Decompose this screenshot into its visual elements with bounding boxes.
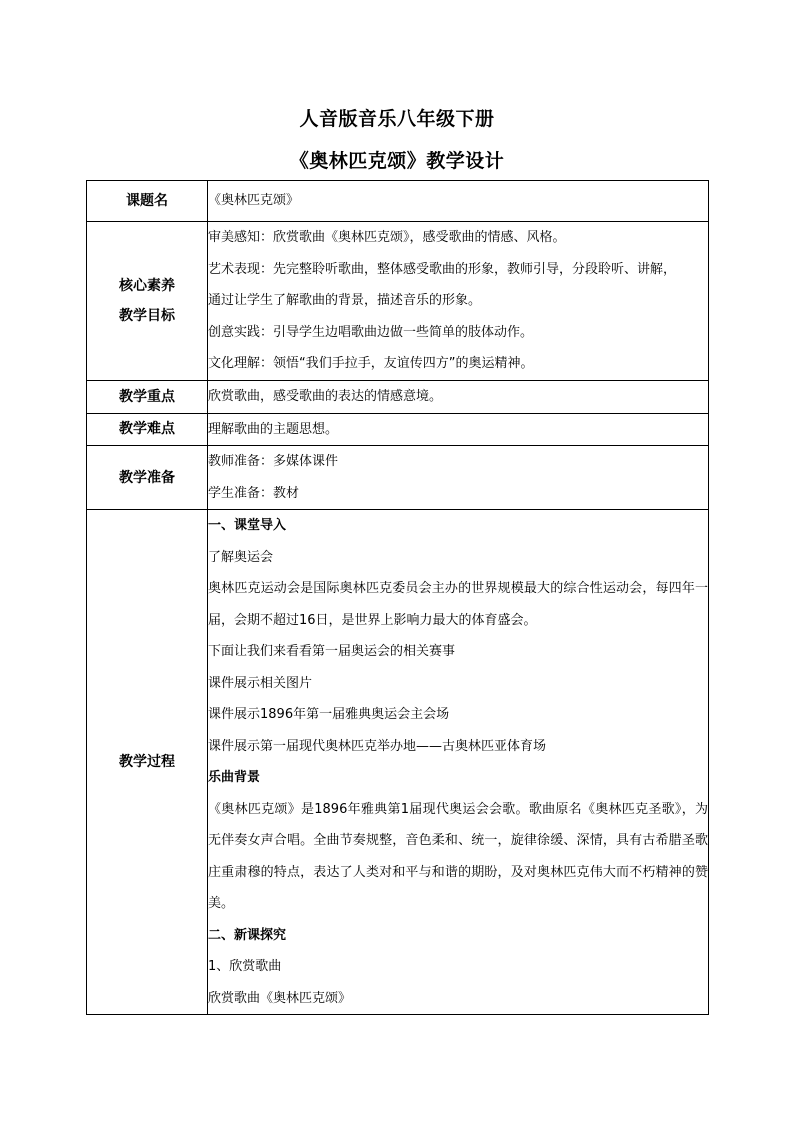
difficulties-label: 教学难点 — [87, 413, 208, 446]
preparation-label: 教学准备 — [87, 446, 208, 510]
intro-subtitle: 了解奥运会 — [208, 549, 274, 565]
goals-label — [87, 222, 208, 381]
difficulties-content — [208, 413, 709, 446]
process-label: 教学过程 — [87, 510, 208, 1015]
preparation-content — [208, 446, 709, 510]
lesson-plan-table — [86, 180, 709, 1015]
goals-content — [208, 222, 709, 381]
goal-item: 艺术表现：先完整聆听歌曲，整体感受歌曲的形象，教师引导，分段聆听、讲解， — [208, 261, 677, 277]
table-row-topic — [87, 181, 709, 222]
topic-text: 《奥林匹克颂》 — [208, 193, 300, 209]
teacher-preparation: 教师准备：多媒体课件 — [208, 454, 339, 469]
document-title-line1: 人音版音乐八年级下册 — [299, 108, 495, 130]
topic-value — [208, 181, 709, 222]
goal-item: 通过让学生了解歌曲的背景，描述音乐的形象。 — [208, 293, 482, 309]
table-row-goals — [87, 222, 709, 381]
venue-line: 课件展示第一届现代奥林匹克举办地——古奥林匹亚体育场 — [208, 738, 547, 754]
step1-heading: 1、欣赏歌曲 — [208, 959, 282, 974]
key-points-content — [208, 381, 709, 414]
table-row-process — [87, 510, 709, 1015]
table-row-key-points — [87, 381, 709, 414]
key-points-label: 教学重点 — [87, 381, 208, 414]
difficulties-text: 理解歌曲的主题思想。 — [208, 421, 339, 437]
student-preparation: 学生准备：教材 — [208, 485, 300, 501]
goal-item: 文化理解：领悟“我们手拉手，友谊传四方”的奥运精神。 — [208, 356, 534, 372]
intro-paragraph: 奥林匹克运动会是国际奥林匹克委员会主办的世界规模最大的综合性运动会，每四年一届，会期不超过16日，是世界上影响力最大的体育盛会。 — [208, 581, 708, 628]
background-heading: 乐曲背景 — [208, 770, 261, 785]
goal-item: 审美感知：欣赏歌曲《奥林匹克颂》，感受歌曲的情感、风格。 — [208, 230, 566, 246]
stadium-line: 课件展示1896年第一届雅典奥运会主会场 — [208, 707, 450, 722]
section2-heading: 二、新课探究 — [208, 927, 287, 943]
step1-detail: 欣赏歌曲《奥林匹克颂》 — [208, 990, 352, 1006]
table-row-difficulties — [87, 413, 709, 446]
event-line: 下面让我们来看看第一届奥运会的相关赛事 — [208, 644, 456, 659]
background-paragraph: 《奥林匹克颂》是1896年雅典第1届现代奥运会会歌。歌曲原名《奥林匹克圣歌》，为无伴奏女声合唱。全曲节奏规整，音色柔和、统一，旋律徐缓、深情，具有古希腊圣歌庄重肃穆的特点，表达了人类对和平与和谐的期盼，及对奥林匹克伟大而不朽精神的赞美。 — [208, 801, 708, 911]
document-title-line2: 《奥林匹克颂》教学设计 — [289, 150, 505, 172]
table-row-preparation — [87, 446, 709, 510]
goals-label-line1: 核心素养 — [119, 278, 175, 294]
images-line: 课件展示相关图片 — [208, 675, 313, 691]
section1-heading: 一、课堂导入 — [208, 518, 287, 533]
topic-label: 课题名 — [87, 181, 208, 222]
goals-label-line2: 教学目标 — [119, 308, 175, 324]
process-content — [208, 510, 709, 1015]
goal-item: 创意实践：引导学生边唱歌曲边做一些简单的肢体动作。 — [208, 324, 534, 340]
key-points-text: 欣赏歌曲，感受歌曲的表达的情感意境。 — [208, 389, 443, 404]
